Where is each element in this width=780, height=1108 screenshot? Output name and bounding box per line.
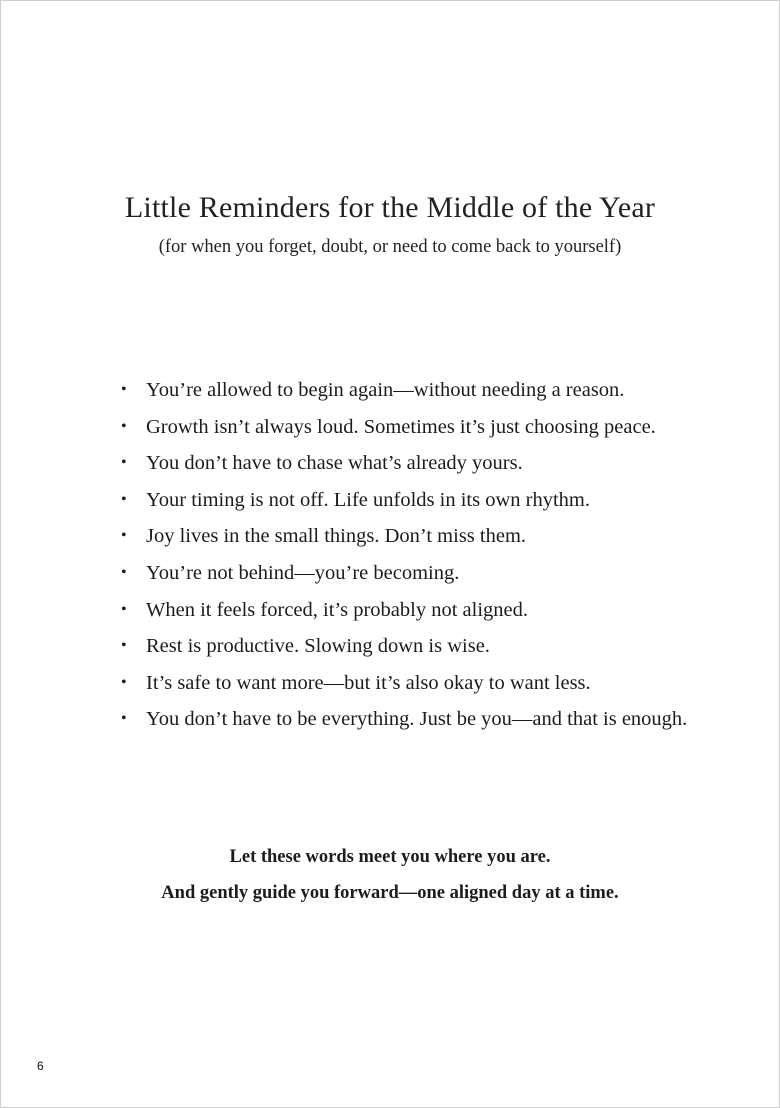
list-item — [119, 518, 687, 555]
closing-message — [1, 839, 779, 911]
list-item — [119, 628, 687, 665]
bullet-icon: • — [121, 673, 127, 691]
reminder-text: Your timing is not off. Life unfolds in its own rhythm. — [146, 488, 590, 511]
reminder-text: When it feels forced, it’s probably not aligned. — [146, 598, 528, 621]
reminder-text: You don’t have to be everything. Just be you—and that is enough. — [146, 708, 688, 731]
closing-line-1: Let these words meet you where you are. — [229, 847, 551, 867]
list-item — [119, 445, 687, 482]
page-subtitle: (for when you forget, doubt, or need to come back to yourself) — [158, 237, 622, 257]
bullet-icon: • — [121, 381, 127, 398]
list-item — [119, 409, 687, 446]
page-number: 6 — [37, 1059, 44, 1073]
reminder-text: Rest is productive. Slowing down is wise. — [146, 635, 490, 658]
page-title: Little Reminders for the Middle of the Year — [124, 191, 656, 224]
list-item — [119, 482, 687, 519]
bullet-icon: • — [121, 490, 127, 508]
list-item — [119, 701, 687, 738]
bullet-icon: • — [121, 417, 127, 435]
list-item — [119, 372, 687, 409]
bullet-icon: • — [121, 454, 127, 472]
closing-line-2: And gently guide you forward—one aligned day at a time. — [161, 883, 619, 903]
reminder-text: Joy lives in the small things. Don’t miss them. — [146, 525, 527, 548]
reminders-list — [119, 372, 687, 738]
list-item — [119, 592, 687, 629]
bullet-icon: • — [121, 637, 127, 655]
bullet-icon: • — [121, 527, 127, 545]
reminder-text: You’re not behind—you’re becoming. — [146, 561, 460, 584]
reminder-text: You don’t have to chase what’s already yours. — [146, 452, 523, 475]
list-item — [119, 555, 687, 592]
reminder-text: You’re allowed to begin again—without needing a reason. — [146, 379, 625, 401]
bullet-icon: • — [121, 600, 127, 618]
reminder-text: It’s safe to want more—but it’s also okay to want less. — [146, 671, 591, 694]
list-item — [119, 665, 687, 702]
bullet-icon: • — [121, 710, 127, 728]
bullet-icon: • — [121, 563, 127, 581]
reminder-text: Growth isn’t always loud. Sometimes it’s just choosing peace. — [146, 415, 656, 438]
